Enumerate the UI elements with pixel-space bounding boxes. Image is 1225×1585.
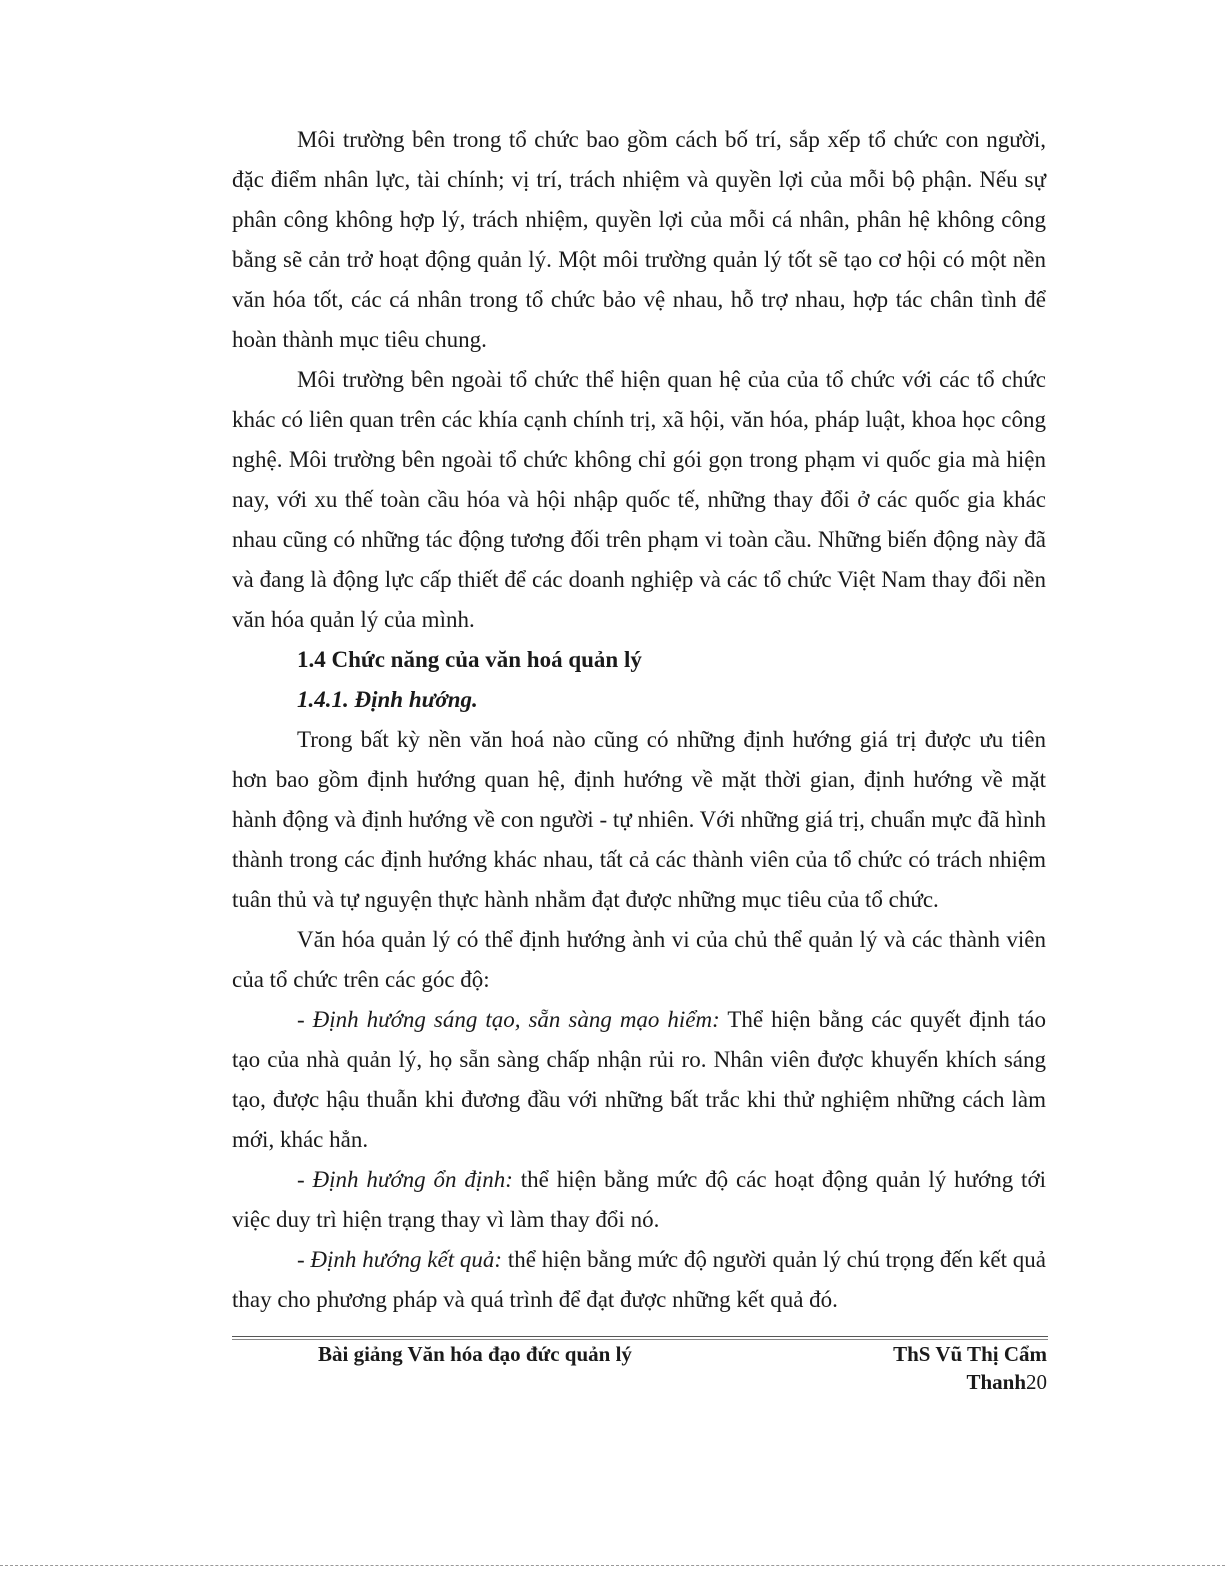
paragraph-external-environment: Môi trường bên ngoài tổ chức thể hiện quan hệ của của tổ chức với các tổ chức khác có liên quan trên các khía cạnh chính trị, xã hội, văn hóa, pháp luật, khoa học công nghệ. Môi trường bên ngoài tổ chức không chỉ gói gọn trong phạm vi quốc gia mà hiện nay, với xu thế toàn cầu hóa và hội nhập quốc tế, những thay đổi ở các quốc gia khác nhau cũng có những tác động tương đối trên phạm vi toàn cầu. Những biến động này đã và đang là động lực cấp thiết để các doanh nghiệp và các tổ chức Việt Nam thay đổi nền văn hóa quản lý của mình. xyxy=(232,367,1046,632)
footer-author xyxy=(893,1340,1047,1396)
text-stability: thể hiện bằng mức độ các hoạt động quản lý hướng tới việc duy trì hiện trạng thay vì làm thay đổi nó. xyxy=(232,1167,1046,1232)
footer-author-line2 xyxy=(893,1368,1047,1396)
subsection-heading: 1.4.1. Định hướng. xyxy=(297,687,478,712)
page-number: 20 xyxy=(1026,1370,1047,1394)
term-creative: - Định hướng sáng tạo, sẵn sàng mạo hiểm: xyxy=(297,1007,720,1032)
paragraph-creative-orientation xyxy=(232,1000,1046,1160)
section-heading: 1.4 Chức năng của văn hoá quản lý xyxy=(297,647,642,672)
text-result: thể hiện bằng mức độ người quản lý chú trọng đến kết quả thay cho phương pháp và quá trình để đạt được những kết quả đó. xyxy=(232,1247,1046,1312)
scan-edge-line xyxy=(0,1565,1225,1566)
text-creative: Thể hiện bằng các quyết định táo tạo của nhà quản lý, họ sẵn sàng chấp nhận rủi ro. Nhân viên được khuyến khích sáng tạo, được hậu thuẫn khi đương đầu với những bất trắc khi thử nghiệm những cách làm mới, khác hẳn. xyxy=(232,1007,1046,1152)
term-stability: - Định hướng ổn định: xyxy=(297,1167,513,1192)
footer-author-line1: ThS Vũ Thị Cẩm xyxy=(893,1342,1047,1366)
paragraph-value-orientation: Trong bất kỳ nền văn hoá nào cũng có những định hướng giá trị được ưu tiên hơn bao gồm định hướng quan hệ, định hướng về mặt thời gian, định hướng về mặt hành động và định hướng về con người - tự nhiên. Với những giá trị, chuẩn mực đã hình thành trong các định hướng khác nhau, tất cả các thành viên của tổ chức có trách nhiệm tuân thủ và tự nguyện thực hành nhằm đạt được những mục tiêu của tổ chức. xyxy=(232,727,1046,912)
paragraph-internal-environment: Môi trường bên trong tổ chức bao gồm cách bố trí, sắp xếp tổ chức con người, đặc điểm nhân lực, tài chính; vị trí, trách nhiệm và quyền lợi của mỗi bộ phận. Nếu sự phân công không hợp lý, trách nhiệm, quyền lợi của mỗi cá nhân, phân hệ không công bằng sẽ cản trở hoạt động quản lý. Một môi trường quản lý tốt sẽ tạo cơ hội có một nền văn hóa tốt, các cá nhân trong tổ chức bảo vệ nhau, hỗ trợ nhau, hợp tác chân tình để hoàn thành mục tiêu chung. xyxy=(232,127,1046,352)
footer-author-name-end: Thanh xyxy=(966,1370,1026,1394)
term-result: - Định hướng kết quả: xyxy=(297,1247,503,1272)
footer-divider xyxy=(232,1336,1048,1337)
paragraph-behavior-orientation: Văn hóa quản lý có thể định hướng ành vi của chủ thể quản lý và các thành viên của tổ chức trên các góc độ: xyxy=(232,927,1046,992)
paragraph-result-orientation xyxy=(232,1240,1046,1320)
paragraph-stability-orientation xyxy=(232,1160,1046,1240)
footer-course-title: Bài giảng Văn hóa đạo đức quản lý xyxy=(318,1342,632,1366)
page-body xyxy=(232,120,1046,1320)
